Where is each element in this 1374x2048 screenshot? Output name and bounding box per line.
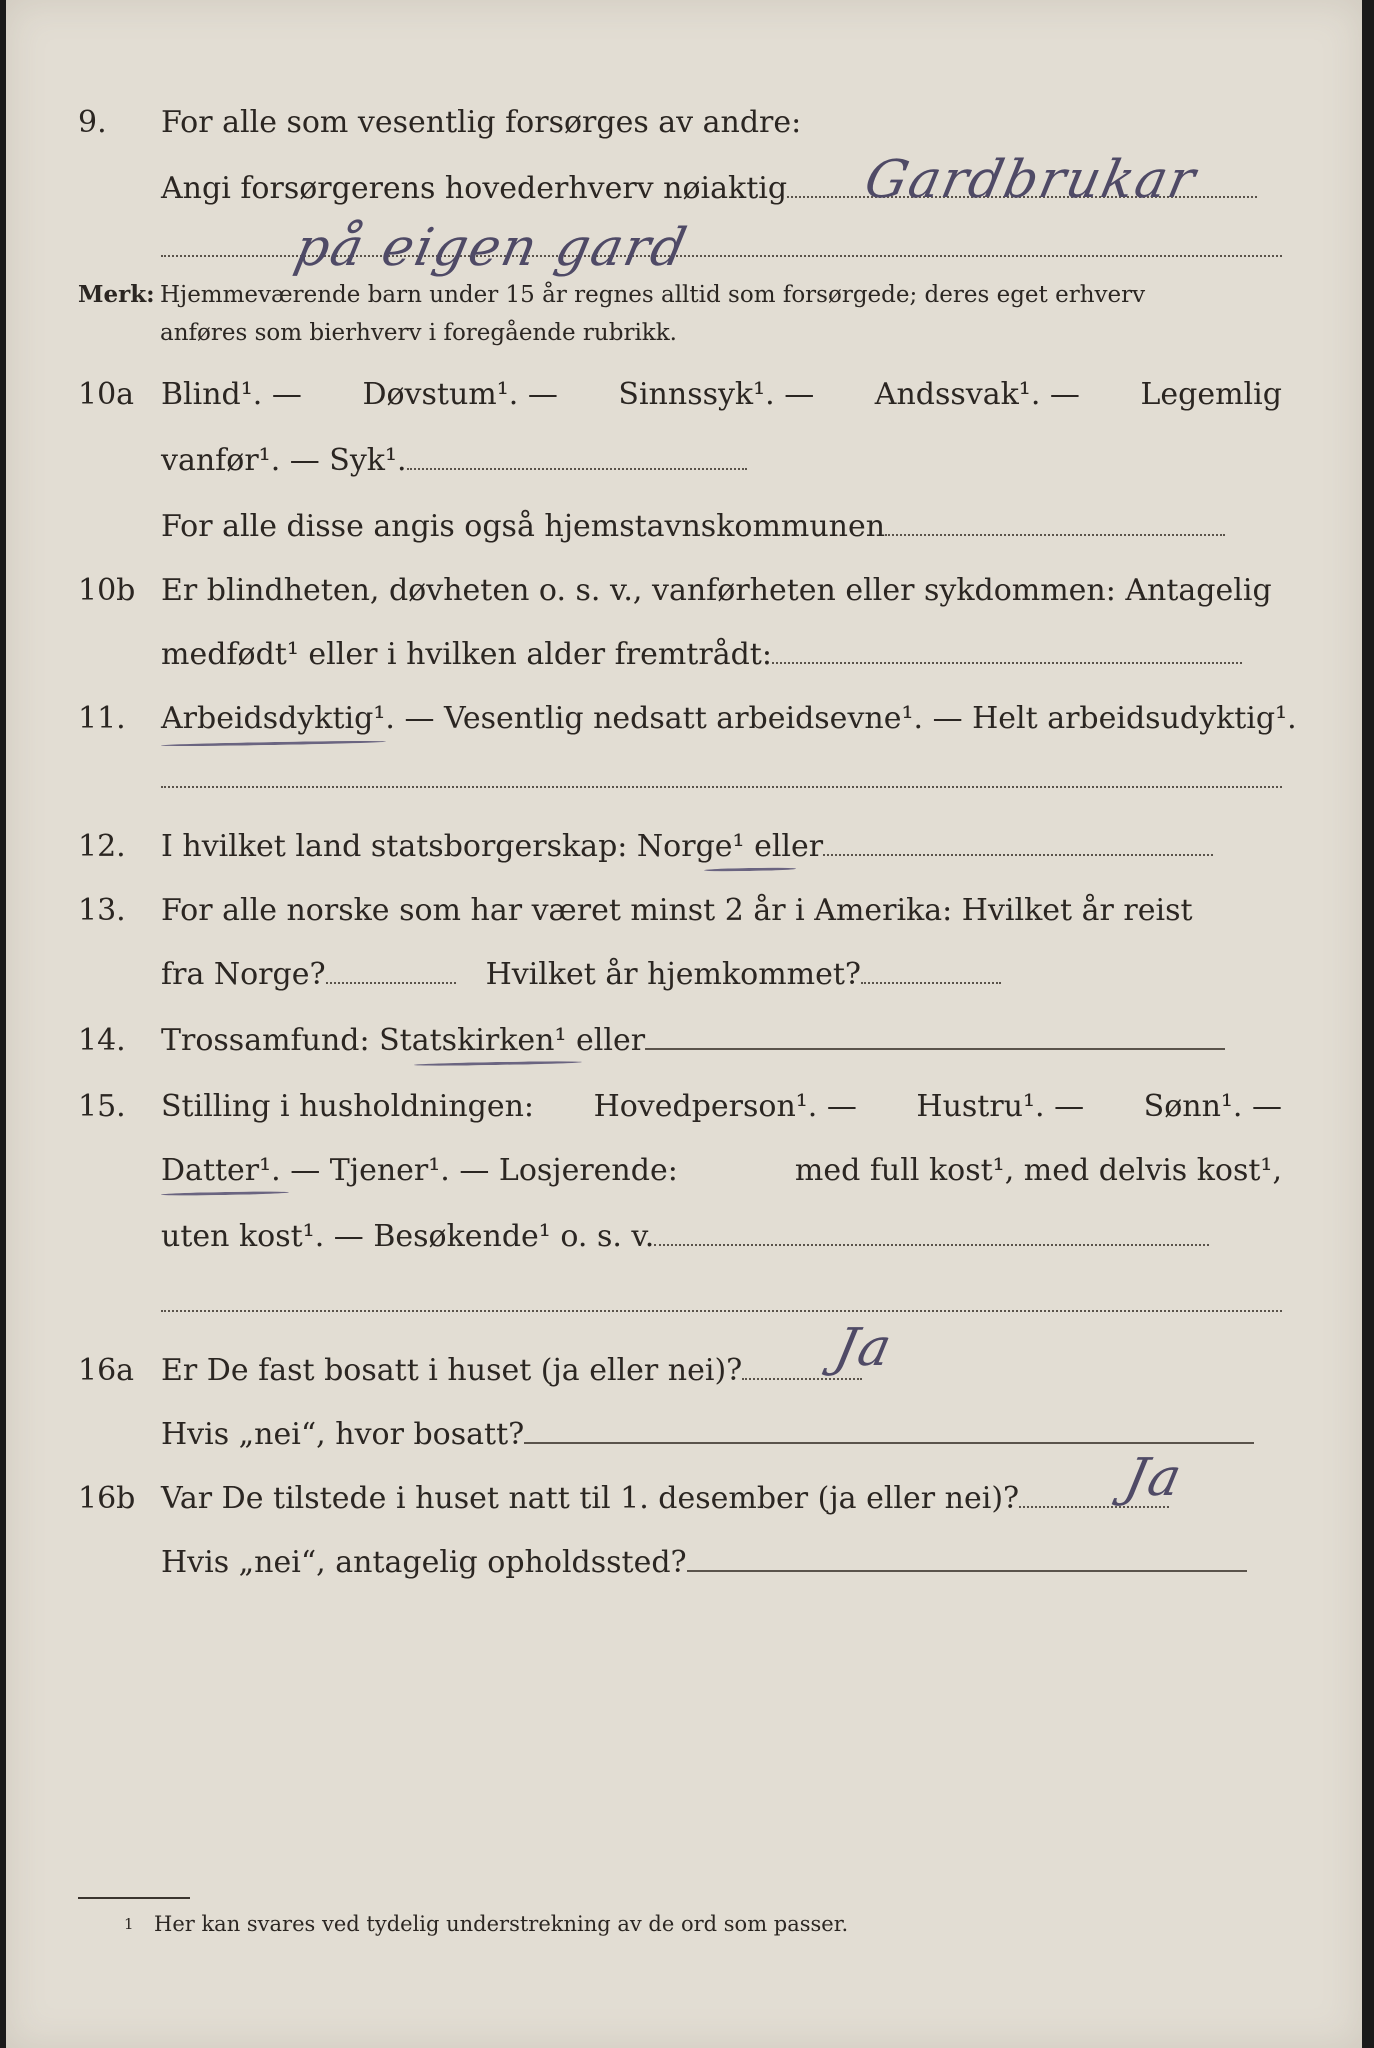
q10a-text-1 [161, 370, 1282, 420]
q10a-text-2 [161, 436, 1282, 486]
q14-text-1 [161, 1016, 1282, 1066]
q15-text-2 [161, 1146, 1282, 1196]
q16a-row-1 [6, 1346, 1362, 1396]
q16a-bosatt-line [524, 1414, 1254, 1444]
q9-row-1 [6, 98, 1362, 148]
q15-number: 15. [78, 1089, 126, 1124]
q16a-text-1 [161, 1346, 1282, 1396]
q9-number: 9. [78, 105, 107, 140]
q10b-answer-line [772, 634, 1242, 664]
q10b-medfodt: medfødt¹ eller i hvilken alder fremtrådt: [161, 637, 772, 672]
q13-hjemkommet-line [861, 954, 1001, 984]
q16a-hvor-bosatt: Hvis „nei“, hvor bosatt? [161, 1417, 525, 1452]
q16b-handwritten-answer: Ja [1119, 1448, 1189, 1508]
q10a-option-sinnssyk: Sinnssyk¹. — [618, 377, 815, 412]
q10a-row-1 [6, 370, 1362, 420]
q16b-opholdssted: Hvis „nei“, antagelig opholdssted? [161, 1545, 687, 1580]
q11-number: 11. [78, 701, 126, 736]
merk-label: Merk: [78, 281, 155, 308]
census-form-page [6, 0, 1362, 2048]
q10b-row-1 [6, 566, 1362, 616]
q16a-label: Er De fast bosatt i huset (ja eller nei)? [161, 1353, 743, 1388]
q15-kost: med full kost¹, med delvis kost¹, [794, 1153, 1282, 1188]
q12-text-1 [161, 822, 1282, 872]
q10a-option-blind: Blind¹. — [161, 377, 302, 412]
q15-uten-kost: uten kost¹. — Besøkende¹ o. s. v. [161, 1219, 655, 1254]
q15-datter-tjener: Datter¹. — Tjener¹. — Losjerende: [161, 1153, 678, 1188]
q13-fra-norge: fra Norge? [161, 957, 326, 992]
q15-text-1 [161, 1082, 1282, 1132]
q10a-vanfor: vanfør¹. — Syk¹. [161, 443, 407, 478]
merk-note [78, 276, 1282, 314]
q16b-row-2 [6, 1538, 1362, 1588]
q12-row-1 [6, 822, 1362, 872]
q15-row-1 [6, 1082, 1362, 1132]
q13-hjemkommet: Hvilket år hjemkommet? [485, 957, 862, 992]
q10a-answer-line [407, 440, 747, 470]
q13-row-2 [6, 950, 1362, 1000]
merk-line-2: anføres som bierhverv i foregående rubrikk. [160, 320, 677, 346]
footnote-rule [78, 1897, 190, 1899]
merk-line-1: Hjemmeværende barn under 15 år regnes alltid som forsørgede; deres eget erhverv [160, 282, 1146, 308]
q10a-text-3 [161, 502, 1282, 552]
q15-answer-line-2 [161, 1310, 1282, 1312]
q9-handwritten-answer-1: Gardbrukar [859, 150, 1203, 210]
q15-row-2 [6, 1146, 1362, 1196]
q10a-row-3 [6, 502, 1362, 552]
q15-text-3 [161, 1212, 1282, 1262]
q15-hustru: Hustru¹. — [916, 1089, 1085, 1124]
q16a-text-2 [161, 1410, 1282, 1460]
footnote-mark: 1 [124, 1915, 134, 1933]
q10a-number: 10a [78, 377, 135, 412]
q14-number: 14. [78, 1023, 126, 1058]
q16b-text-2 [161, 1538, 1282, 1588]
q10a-option-andssvak: Andssvak¹. — [874, 377, 1080, 412]
q10a-option-legemlig: Legemlig [1140, 377, 1282, 412]
q13-row-1 [6, 886, 1362, 936]
q16b-opholdssted-line [687, 1542, 1247, 1572]
q16b-text-1 [161, 1474, 1282, 1524]
q16a-number: 16a [78, 1353, 135, 1388]
q10b-text-1: Er blindheten, døvheten o. s. v., vanførheten eller sykdommen: Antagelig [161, 573, 1272, 608]
q12-answer-line [823, 826, 1213, 856]
q15-stilling: Stilling i husholdningen: [161, 1089, 535, 1124]
q12-label: I hvilket land statsborgerskap: Norge¹ eller [161, 829, 824, 864]
q10a-hjemstavn-line [885, 506, 1225, 536]
q9-text-1: For alle som vesentlig forsørges av andre: [161, 105, 802, 140]
q10a-hjemstavn: For alle disse angis også hjemstavnskommunen [161, 509, 886, 544]
q15-sonn: Sønn¹. — [1143, 1089, 1282, 1124]
q10b-row-2 [6, 630, 1362, 680]
q10b-text-2 [161, 630, 1282, 680]
q15-row-3 [6, 1212, 1362, 1262]
q13-text-1: For alle norske som har været minst 2 år i Amerika: Hvilket år reist [161, 893, 1193, 928]
q13-reist-line [326, 954, 456, 984]
q11-row-1 [6, 694, 1362, 744]
q9-handwritten-answer-2: på eigen gard [289, 218, 694, 278]
q9-label: Angi forsørgerens hovederhverv nøiaktig [161, 171, 788, 206]
q15-hovedperson: Hovedperson¹. — [593, 1089, 857, 1124]
q14-answer-line [645, 1020, 1225, 1050]
q16a-handwritten-answer: Ja [829, 1318, 899, 1378]
footnote-text: Her kan svares ved tydelig understrekning av de ord som passer. [154, 1912, 849, 1936]
q13-text-2 [161, 950, 1282, 1000]
q11-answer-line [161, 786, 1282, 788]
q16b-label: Var De tilstede i huset natt til 1. desember (ja eller nei)? [161, 1481, 1020, 1516]
q16b-number: 16b [78, 1481, 136, 1516]
q13-number: 13. [78, 893, 126, 928]
q10a-option-dovstum: Døvstum¹. — [362, 377, 558, 412]
q12-number: 12. [78, 829, 126, 864]
q11-text-1: Arbeidsdyktig¹. — Vesentlig nedsatt arbeidsevne¹. — Helt arbeidsudyktig¹. [161, 701, 1297, 736]
q10a-row-2 [6, 436, 1362, 486]
q14-row-1 [6, 1016, 1362, 1066]
q15-answer-line [654, 1216, 1209, 1246]
q14-label: Trossamfund: Statskirken¹ eller [161, 1023, 646, 1058]
q10b-number: 10b [78, 573, 136, 608]
